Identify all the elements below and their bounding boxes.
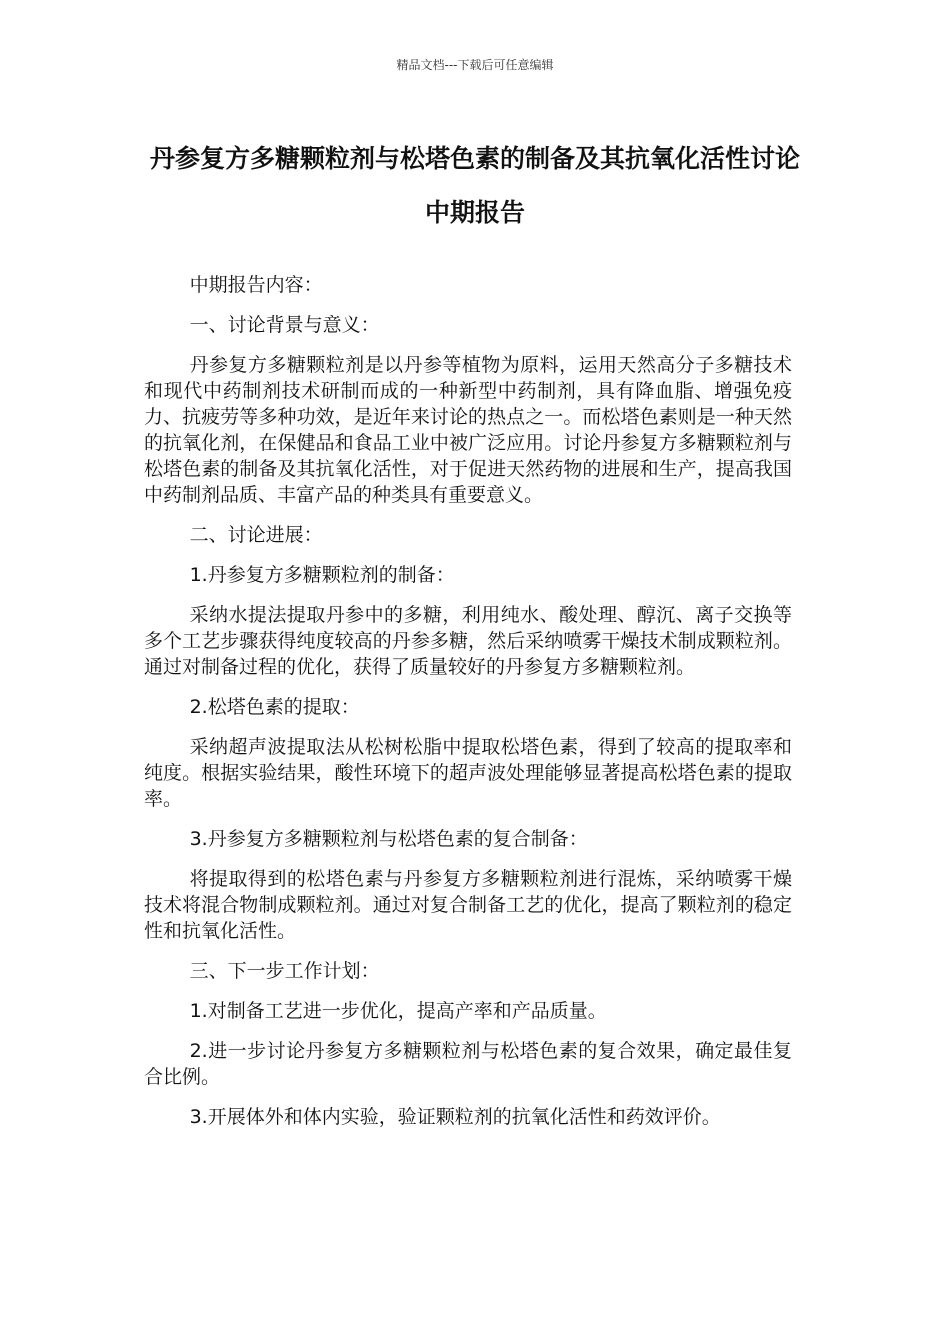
document-title: 丹参复方多糖颗粒剂与松塔色素的制备及其抗氧化活性讨论中期报告 — [149, 144, 800, 227]
subsection-2-2-heading: 2.松塔色素的提取： — [189, 696, 360, 718]
plan-item-1: 1.对制备工艺进一步优化，提高产率和产品质量。 — [189, 1000, 607, 1022]
subsection-2-1-paragraph: 采纳水提法提取丹参中的多糖，利用纯水、酸处理、醇沉、离子交换等多个工艺步骤获得纯度较高的丹参多糖，然后采纳喷雾干燥技术制成颗粒剂。通过对制备过程的优化，获得了质量较好的丹参复方多糖颗粒剂。 — [144, 604, 792, 678]
document-body — [144, 272, 792, 1144]
plan-item-3: 3.开展体外和体内实验，验证颗粒剂的抗氧化活性和药效评价。 — [189, 1106, 721, 1128]
plan-item-2: 2.进一步讨论丹参复方多糖颗粒剂与松塔色素的复合效果，确定最佳复合比例。 — [144, 1040, 792, 1088]
subsection-2-2-paragraph: 采纳超声波提取法从松树松脂中提取松塔色素，得到了较高的提取率和纯度。根据实验结果，酸性环境下的超声波处理能够显著提高松塔色素的提取率。 — [144, 736, 792, 810]
section-2-heading: 二、讨论进展： — [189, 524, 323, 546]
section-1-heading: 一、讨论背景与意义： — [189, 314, 380, 336]
subsection-2-1-heading: 1.丹参复方多糖颗粒剂的制备： — [189, 564, 455, 586]
section-3-heading: 三、下一步工作计划： — [189, 960, 380, 982]
page-header-note: 精品文档---下载后可任意编辑 — [396, 58, 554, 72]
background-paragraph: 丹参复方多糖颗粒剂是以丹参等植物为原料，运用天然高分子多糖技术和现代中药制剂技术研制而成的一种新型中药制剂，具有降血脂、增强免疫力、抗疲劳等多种功效，是近年来讨论的热点之一。而松塔色素则是一种天然的抗氧化剂，在保健品和食品工业中被广泛应用。讨论丹参复方多糖颗粒剂与松塔色素的制备及其抗氧化活性，对于促进天然药物的进展和生产，提高我国中药制剂品质、丰富产品的种类具有重要意义。 — [144, 354, 792, 506]
subsection-2-3-heading: 3.丹参复方多糖颗粒剂与松塔色素的复合制备： — [189, 828, 588, 850]
report-content-heading: 中期报告内容： — [189, 274, 323, 296]
subsection-2-3-paragraph: 将提取得到的松塔色素与丹参复方多糖颗粒剂进行混炼，采纳喷雾干燥技术将混合物制成颗粒剂。通过对复合制备工艺的优化，提高了颗粒剂的稳定性和抗氧化活性。 — [144, 868, 792, 942]
